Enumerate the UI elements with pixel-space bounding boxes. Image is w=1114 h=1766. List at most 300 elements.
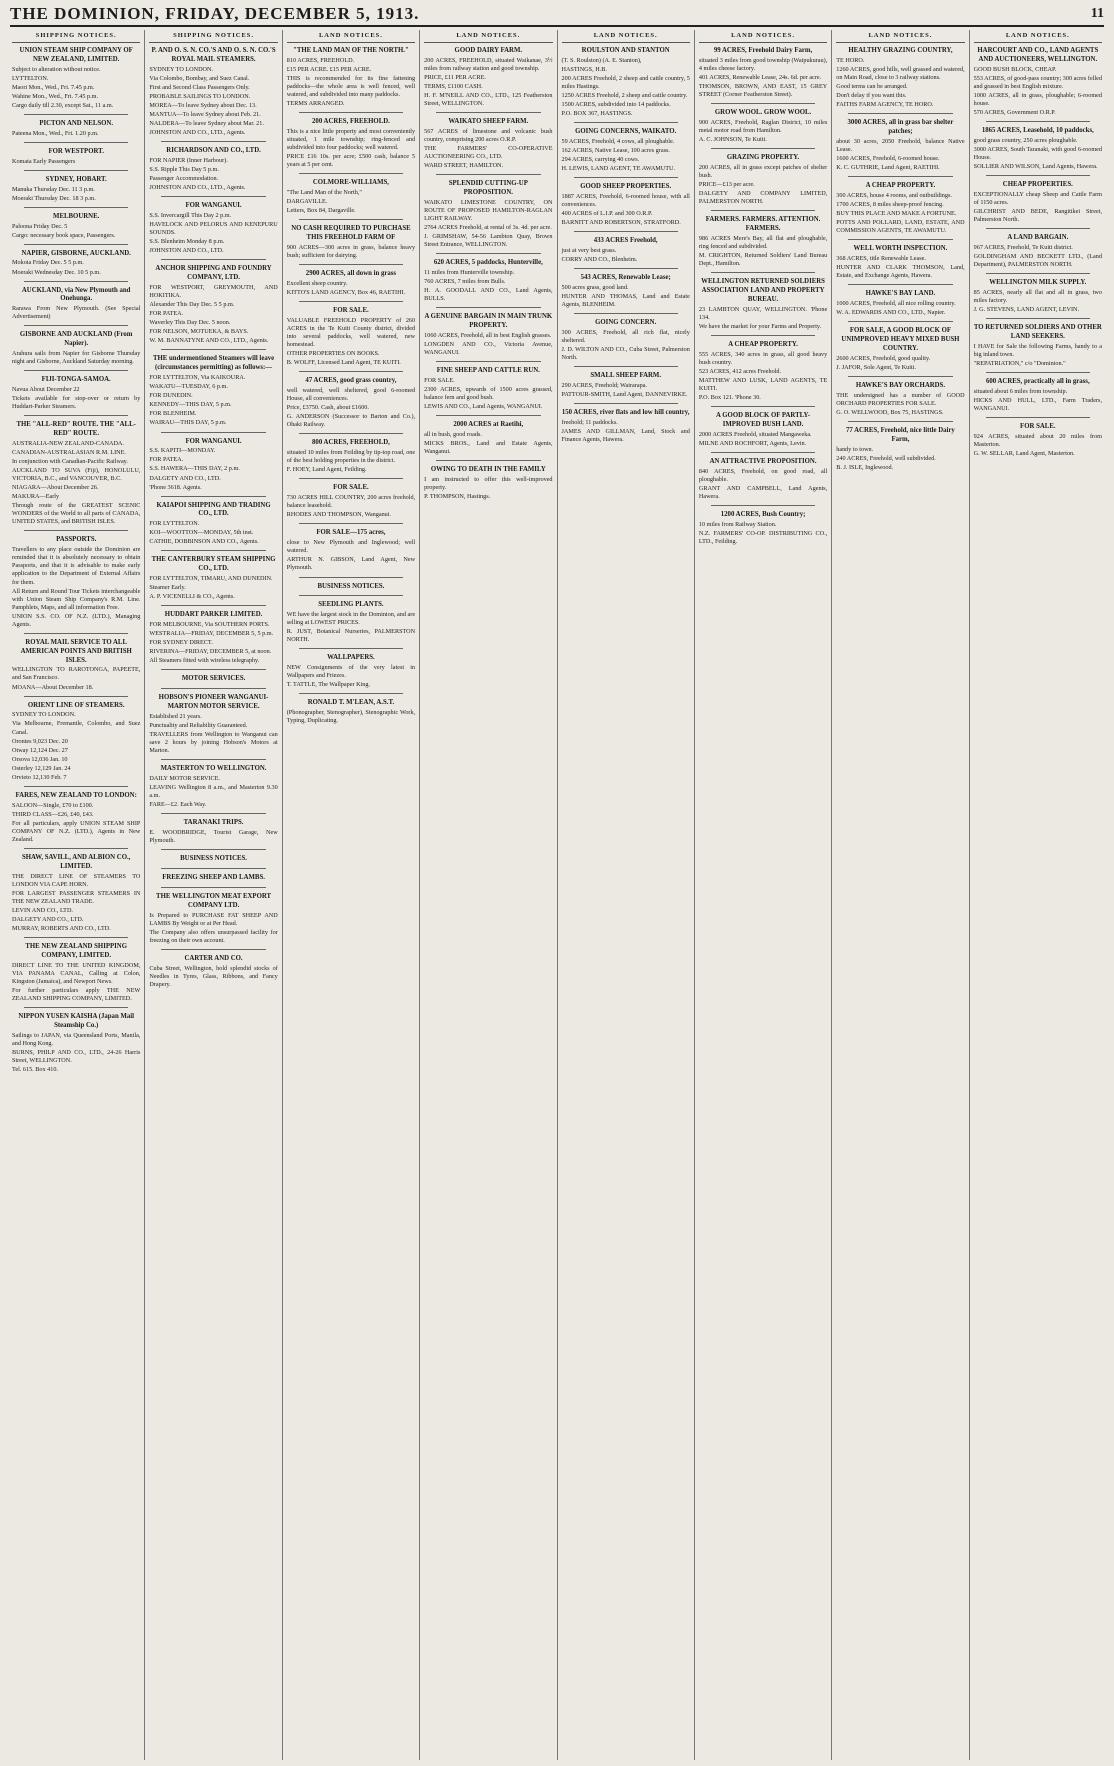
ad-heading: NAPIER, GISBORNE, AUCKLAND. [21,249,131,257]
ad-line: 23 LAMBTON QUAY, WELLINGTON. 'Phone 134. [698,305,828,321]
ad-heading: FINE SHEEP AND CATTLE RUN. [436,367,540,375]
ad-line: FOR LARGEST PASSENGER STEAMERS IN THE NEW ZEALAND TRADE. [12,889,141,905]
ad-line: EXCEPTIONALLY cheap Sheep and Cattle Farm of 1150 acres. [973,190,1102,206]
advertisement [974,127,1102,171]
ad-line: 2764 ACRES Freehold, at rental of 3s. 4d. per acre. [424,224,552,232]
ad-line: 986 ACRES Mere's Bay, all flat and ploughable, ring fenced and subdivided. [698,234,828,251]
advertisement [424,313,552,357]
ad-line: Excellent sheep country. [286,279,348,287]
advertisement [12,702,140,782]
ad-heading: 600 ACRES, practically all in grass, [985,378,1090,386]
ad-line: 3000 ACRES, South Taranaki, with good 6-roomed House. [973,145,1102,161]
divider [161,813,265,814]
ad-line: Orontes 9,023 Dec. 20 [12,737,68,745]
ad-line: FOR PATEA. [149,456,184,464]
ad-line: POTTS AND POLLARD, LAND, ESTATE, AND COMMISSION AGENTS, TE AWAMUTU. [836,219,965,235]
ad-line: Price, £3750. Cash, about £1600. [286,404,369,412]
ad-heading: 3000 ACRES, all in grass bar shelter patches; [847,119,954,136]
advertisement [562,319,690,362]
ad-line: E. WOODBRIDGE, Tourist Garage, New Plymouth. [149,829,278,845]
advertisement [12,943,140,1003]
ad-line: LEVIN AND CO., LTD. [12,906,73,914]
ad-heading: 200 ACRES, FREEHOLD. [312,118,390,126]
advertisement [149,955,277,989]
advertisement [149,355,277,427]
ad-heading: CHEAP PROPERTIES. [1002,181,1073,189]
ad-heading: 47 ACRES, good grass country, [305,377,397,385]
ad-line: 900 ACRES, Freehold, Raglan District, 10 miles metal motor road from Hamilton. [698,118,828,135]
divider [161,688,265,689]
ad-line: N.Z. FARMERS' CO-OP. DISTRIBUTING CO., LTD., Feilding. [698,529,828,545]
advertisement [287,439,415,474]
divider [24,207,128,208]
ad-line: SYDNEY TO LONDON. [12,711,76,719]
ad-line: GILCHRIST AND BEDE, Rangitikei Street, Palmerston North. [973,208,1102,224]
ad-line: KITTO'S LAND AGENCY, Box 46, RAETIHI. [286,289,406,297]
ad-line: H. F. M'NEILL AND CO., LTD., 125 Featherston Street, WELLINGTON. [424,92,553,108]
advertisement [287,601,415,644]
column-header: LAND NOTICES. [424,30,552,43]
ad-line: "The Land Man of the North," [286,189,362,197]
ad-heading: BUSINESS NOTICES. [317,582,385,590]
ad-heading: HOBSON'S PIONEER WANGANUI-MARTON MOTOR SERVICE. [158,694,269,711]
divider [986,175,1090,176]
ad-line: £15 PER ACRE. £15 PER ACRE. [286,65,372,73]
ad-line: MOANA—About December 18. [12,683,94,691]
ad-line: HUNTER AND THOMAS, Land and Estate Agents, BLENHEIM. [561,293,690,309]
ad-line: All Return and Round Tour Tickets interchangeable with Union Steam Ship Company's R.M. Line. Pamphlets, Maps, and all information Free. [12,587,141,611]
divider [574,403,678,404]
ad-line: Paloona Friday Dec. 5 [12,222,68,230]
ad-line: 85 ACRES, nearly all flat and all in grass, two miles factory. [973,289,1102,305]
ad-heading: WELLINGTON MILK SUPPLY. [989,279,1087,287]
ad-line: 11 miles from Hunterville township. [424,269,515,277]
ad-line: H. A. GOODALL AND CO., Land Agents, BULLS. [424,287,553,303]
ad-line: Letters, Box 84, Dargaville. [286,207,356,215]
ad-line: AUSTRALIA-NEW ZEALAND-CANADA. [12,439,124,447]
ad-line: 810 ACRES, FREEHOLD. [286,56,355,64]
ad-heading: A LAND BARGAIN. [1007,234,1069,242]
ad-line: S.S. Ripple This Day 5 p.m. [149,166,219,174]
ad-heading: 150 ACRES, river flats and low hill country, [561,409,690,417]
ad-line: S.S. KAPITI—MONDAY. [149,447,216,455]
ad-heading: MELBOURNE. [53,212,100,220]
advertisement [287,225,415,260]
divider [986,273,1090,274]
ad-heading: 77 ACRES, Freehold, nice little Dairy Farm, [846,426,955,443]
advertisement [12,250,140,277]
divider [711,406,815,407]
ad-line: DALGETY AND COMPANY LIMITED, PALMERSTON NORTH. [698,190,828,206]
advertisement [699,458,827,501]
column-2 [145,30,282,1760]
ad-line: SOLLIER AND WILSON, Land Agents, Hawera. [973,163,1098,171]
advertisement [974,181,1102,224]
ad-line: FOR MELBOURNE, Via SOUTHERN PORTS. [149,621,270,629]
divider [24,848,128,849]
ad-line: well watered, well sheltered, good 6-roomed House, all conveniences. [286,387,416,403]
ad-line: J. D. WILTON AND CO., Cuba Street, Palmerston North. [561,346,690,362]
ad-heading: FOR WESTPORT. [48,147,104,155]
ad-line: TERMS ARRANGED. [286,100,345,108]
divider [161,759,265,760]
divider [299,264,403,265]
advertisement [836,327,964,372]
ad-line: Cuba Street, Wellington, hold splendid stocks of Needles in Tyres, Glass, Ribbons, and Fancy Drapery. [149,964,278,988]
ad-line: JOHNSTON AND CO., LTD., Agents. [149,129,246,137]
ad-heading: A CHEAP PROPERTY. [865,182,936,190]
ad-line: BUY THIS PLACE AND MAKE A FORTUNE. [836,210,957,218]
ad-heading: A GOOD BLOCK OF PARTLY-IMPROVED BUSH LAND. [716,412,811,428]
ad-line: WELLINGTON TO RAROTONGA, PAPEETE, and San Francisco. [12,666,141,682]
ad-line: FOR PATEA. [149,310,184,318]
ad-line: THE undersigned has a number of GOOD ORCHARD PROPERTIES FOR SALE. [836,391,965,407]
advertisement [424,466,552,501]
advertisement [562,47,690,118]
ad-line: HASTINGS, H.B. [561,65,607,73]
divider [161,868,265,869]
ad-heading: THE NEW ZEALAND SHIPPING COMPANY, LIMITED. [25,943,128,959]
ad-line: 567 ACRES of limestone and volcanic bush country, comprising 200 acres O.R.P. [424,128,553,144]
column-7 [832,30,969,1760]
ad-heading: COLMORE-WILLIAMS, [312,179,389,187]
ad-line: WAIRAU—THIS DAY, 5 p.m. [149,419,227,427]
divider [436,307,540,308]
columns-container [8,30,1106,1760]
divider [848,176,952,177]
ad-line: Arahura sails from Napier for Gisborne Thursday night and Gisborne, Auckland Saturday morning. [12,350,141,366]
divider [711,452,815,453]
ad-line: F. HOEY, Land Agent, Feilding. [286,466,367,474]
advertisement [424,47,552,108]
ad-line: close to New Plymouth and Inglewood; well watered. [286,539,416,555]
ad-line: NEW Consignments of the very latest in Wallpapers and Friezes. [286,664,416,680]
column-header: SHIPPING NOTICES. [149,30,277,43]
ad-line: This is a nice little property and most conveniently situated, 1 mile township; ring-fenced and subdivided into four paddocks; well watered. [286,128,416,152]
ad-line: DALGETY AND CO., LTD. [12,916,84,924]
ad-heading: SEEDLING PLANTS. [318,601,384,609]
advertisement [149,893,277,945]
column-3 [283,30,420,1760]
divider [24,244,128,245]
ad-line: T. TATTLE, The Wallpaper King. [286,681,371,689]
ad-line: THOMSON, BROWN, AND EAST, 15 GREY STREET (Corner Featherston Street). [698,83,828,99]
advertisement [424,259,552,303]
ad-line: 730 ACRES HILL COUNTRY, 200 acres freehold, balance leasehold. [286,494,416,510]
ad-line: FOR LYTTELTON, Via KAIKOURA. [149,374,246,382]
ad-heading: BUSINESS NOTICES. [180,855,247,863]
divider [711,505,815,506]
ad-line: GRANT AND CAMPBELL, Land Agents, Hawera. [698,484,828,500]
ad-line: LYTTELTON. [12,74,49,82]
ad-heading: THE "ALL-RED" ROUTE. THE "ALL-RED" ROUTE. [16,421,136,438]
ad-line: 300 ACRES, house 4 rooms, and outbuildings. [836,191,952,199]
divider [299,523,403,524]
ad-line: 59 ACRES, Freehold, 4 cows, all ploughable. [561,138,675,146]
divider [299,112,403,113]
ad-heading: FOR SALE—175 acres, [316,529,386,537]
divider [299,219,403,220]
ad-heading: WELL WORTH INSPECTION. [853,245,948,253]
ad-line: We have the market for your Farms and Property. [698,322,822,330]
ad-line: WESTRALIA—FRIDAY, DECEMBER 5, 5 p.m. [149,630,274,638]
divider [299,371,403,372]
ad-line: FOR SALE. [424,377,455,385]
divider [299,301,403,302]
divider [24,1007,128,1008]
ad-line: RHODES AND THOMPSON, Wanganui. [286,511,392,519]
ad-line: about 30 acres, 2050 Freehold, balance Native Lease. [836,137,965,153]
ad-line: 300 ACRES, Freehold, all rich flat, nicely sheltered. [561,329,690,345]
ad-heading: 800 ACRES, FREEHOLD, [312,439,390,447]
advertisement [836,119,964,172]
advertisement [149,694,277,755]
advertisement [836,290,964,317]
divider [436,253,540,254]
advertisement [424,180,552,249]
divider [848,376,952,377]
divider [436,415,540,416]
divider [436,112,540,113]
ad-line: FOR BLENHEIM. [149,410,197,418]
advertisement [149,47,277,137]
ad-line: S.S. HAWERA—THIS DAY, 2 p.m. [149,465,240,473]
ad-line: 570 ACRES, Government O.R.P. [973,108,1056,116]
advertisement [424,118,552,170]
column-8 [970,30,1106,1760]
divider [574,122,678,123]
ad-line: M. CRIGHTON, Returned Soldiers' Land Bureau Dept., Hamilton. [698,252,828,268]
ad-line: MILNE AND ROCHFORT, Agents, Levin. [698,439,807,447]
advertisement [836,427,964,472]
ad-line: 401 ACRES, Renewable Lease, 24s. 6d. per acre. [698,73,822,81]
ad-line: 760 ACRES, 7 miles from Bulls. [424,278,506,286]
ad-line: LONGDEN AND CO., Victoria Avenue, WANGANUI. [424,341,553,357]
ad-heading: WALLPAPERS. [327,654,375,662]
ad-line: GOLDINGHAM AND BECKETT LTD., (Land Department), PALMERSTON NORTH. [973,253,1102,269]
advertisement [287,270,415,297]
ad-heading: FREEZING SHEEP AND LAMBS. [162,874,265,882]
advertisement [287,654,415,689]
ad-line: FOR LYTTELTON, TIMARU, AND DUNEDIN. [149,575,273,583]
advertisement [12,792,140,844]
ad-line: Don't delay if you want this. [836,92,907,100]
ad-heading: FOR SALE, A GOOD BLOCK OF UNIMPROVED HEAVY MIXED BUSH COUNTRY. [841,327,960,352]
ad-line: KOI—WOOTTON—MONDAY, 5th inst. [149,529,254,537]
ad-line: FOR SYDNEY DIRECT. [149,639,213,647]
divider [24,281,128,282]
advertisement [149,265,277,345]
divider [574,177,678,178]
divider [161,432,265,433]
ad-line: Steamer Early. [149,584,186,592]
column-header: LAND NOTICES. [562,30,690,43]
ad-line: DIRECT LINE TO THE UNITED KINGDOM, VIA PANAMA CANAL, Calling at Colon, Kingston (Jamaica), and Newport News. [12,961,141,985]
ad-line: W. A. EDWARDS AND CO., LTD., Napier. [836,309,946,317]
ad-heading: FOR SALE. [1020,423,1056,431]
column-header: LAND NOTICES. [287,30,415,43]
advertisement [287,484,415,519]
divider [848,321,952,322]
ad-line: PRICE £16 10s. per acre; £500 cash, balance 5 years at 5 per cent. [286,153,416,169]
divider [574,366,678,367]
ad-line: 1887 ACRES, Freehold, 6-roomed house, with all conveniences. [561,193,690,209]
ad-line: J. G. STEVENS, LAND AGENT, LEVIN. [973,306,1080,314]
ad-line: 1000 ACRES, Freehold, all nice rolling country. [836,300,956,308]
divider [299,577,403,578]
advertisement [424,367,552,411]
ad-line: W. M. BANNATYNE AND CO., LTD., Agents. [149,337,269,345]
ad-line: Navua About December 22 [12,386,80,393]
advertisement [699,511,827,546]
ad-line: Wahine Mon., Wed., Fri. 7.45 p.m. [12,92,99,100]
advertisement [974,279,1102,314]
ad-heading: GOING CONCERNS, WAIKATO. [575,128,677,136]
advertisement [287,307,415,367]
advertisement [836,382,964,417]
ad-heading: PICTON AND NELSON. [39,119,114,127]
advertisement [836,47,964,109]
advertisement [562,274,690,309]
advertisement [562,237,690,264]
divider [24,370,128,371]
ad-line: Pateena Mon., Wed., Fri. 1.20 p.m. [12,129,99,137]
ad-heading: SMALL SHEEP FARM. [590,372,662,380]
column-1 [8,30,145,1760]
advertisement [699,47,827,99]
ad-line: 1600 ACRES, Freehold, 6-roomed house. [836,154,940,162]
column-5 [558,30,695,1760]
divider [711,335,815,336]
ad-line: JOHNSTON AND CO., LTD., Agents. [149,184,246,192]
column-6 [695,30,832,1760]
advertisement [699,216,827,268]
advertisement [287,377,415,429]
ad-line: MATTHEW AND LUSK, LAND AGENTS, TE KUITI. [698,376,828,392]
ad-line: Tickets available for stop-over or return by Huddart-Parker Steamers. [12,395,141,411]
ad-line: 1500 ACRES, subdivided into 14 paddocks. [561,101,671,109]
ad-heading: P. AND O. S. N. CO.'S AND O. S. N. CO.'S ROYAL MAIL STEAMERS. [151,47,276,63]
advertisement [974,378,1102,413]
ad-line: situated 3 miles from good township (Waipukurau), 4 miles cheese factory. [698,56,828,72]
advertisement [149,874,277,883]
divider [986,417,1090,418]
ad-line: Sailings to JAPAN, via Queensland Ports, Manila, and Hong Kong. [12,1031,141,1047]
ad-line: HAVELOCK AND PELORUS AND KENEPURU SOUNDS. [149,221,278,237]
divider [986,228,1090,229]
advertisement [836,182,964,235]
ad-line: 553 ACRES, of good-pass country; 300 acres felled and grassed in best English mixture. [973,74,1102,90]
ad-heading: ROULSTON AND STANTON [581,47,670,54]
ad-heading: 1200 ACRES, Bush Country; [720,510,806,518]
advertisement [287,529,415,572]
ad-line: 523 ACRES, 412 acres Freehold. [698,367,782,375]
ad-line: I HAVE for Sale the following Farms, handy to a big inland town. [973,342,1102,358]
ad-line: 200 ACRES, FREEHOLD, situated Waikanae, 3½ miles from railway station and good township. [424,56,553,72]
advertisement [149,611,277,665]
masthead [10,3,1104,27]
divider [161,949,265,950]
divider [161,141,265,142]
page-number: 11 [1090,6,1104,21]
advertisement [149,438,277,492]
ad-heading: FOR WANGANUI. [185,437,242,445]
ad-line: 900 ACRES—300 acres in grass, balance heavy bush; sufficient for dairying. [286,244,416,260]
ad-line: Rarawa From New Plymouth. (See Special Advertisement) [12,305,141,321]
ad-heading: FOR SALE. [333,307,369,315]
divider [161,349,265,350]
ad-line: Moeraki Thursday Dec. 18 3 p.m. [12,194,96,202]
ad-heading: "THE LAND MAN OF THE NORTH." [293,47,409,54]
ad-line: all in bush, good roads. [424,431,482,439]
ad-heading: GOOD DAIRY FARM. [454,47,523,54]
ad-line: Alexander This Day Dec. 5 5 p.m. [149,301,235,309]
advertisement [562,183,690,227]
ad-line: NIAGARA—About December 26. [12,484,99,492]
ad-line: 200 ACRES Freehold, 2 sheep and cattle country, 5 miles Hastings. [561,74,690,91]
ad-line: SYDNEY TO LONDON. [149,65,214,73]
advertisement [562,409,690,444]
ad-heading: AUCKLAND, via New Plymouth and Onehunga. [21,286,131,303]
ad-line: FAITHS FARM AGENCY, TE HORO. [836,101,934,109]
ad-line: 400 ACRES of L.I.P. and 300 O.R.P. [561,210,653,218]
divider [848,239,952,240]
ad-line: P. THOMPSON, Hastings. [424,493,491,501]
advertisement [699,341,827,402]
ad-line: Via Melbourne, Fremantle, Colombo, and Suez Canal. [12,720,141,736]
divider [299,595,403,596]
ad-line: 500 acres grass, good land. [561,284,629,292]
ad-line: 2000 ACRES Freehold, situated Mangaweka. [698,430,812,438]
ad-heading: FIJI-TONGA-SAMOA. [41,376,111,384]
ad-line: H. LEWIS, LAND AGENT, TE AWAMUTU. [561,165,676,173]
ad-line: B. WOLFF, Licensed Land Agent, TE KUITI. [286,359,401,367]
ad-heading: NO CASH REQUIRED TO PURCHASE THIS FREEHOLD FARM OF [291,225,411,242]
ad-heading: NIPPON YUSEN KAISHA (Japan Mail Steamship Co.) [18,1013,135,1029]
ad-line: NALDERA—To leave Sydney about Mar. 21. [149,120,264,128]
advertisement [974,47,1102,117]
divider [24,415,128,416]
ad-line: Through route of the GREATEST SCENIC WONDERS of the World to all parts of CANADA, UNITED STATES, and BRITISH ISLES. [12,502,141,526]
ad-line: PRICE—£13 per acre. [698,181,755,189]
column-header: LAND NOTICES. [699,30,827,43]
ad-line: G. ANDERSON (Successor to Barton and Co.), Ohaki Railway. [286,413,416,429]
ad-line: Moeraki Wednesday Dec. 10 5 p.m. [12,268,101,276]
column-header: SHIPPING NOTICES. [12,30,140,43]
ad-line: Manuka Thursday Dec. 11 3 p.m. [12,185,95,193]
ad-line: good grass country, 250 acres ploughable. [973,136,1078,144]
divider [299,173,403,174]
ad-heading: PASSPORTS. [56,536,97,544]
advertisement [974,234,1102,269]
ad-line: UNION S.S. CO. OF N.Z. (LTD.), Managing Agents. [12,612,141,628]
ad-line: LEWIS AND CO., Land Agents, WANGANUI. [424,403,543,411]
divider [161,259,265,260]
ad-line: (Phonographer, Stenographer), Stenographic Work, Typing, Duplicating. [286,709,416,725]
ad-line: Passenger Accommodation. [149,175,219,183]
ad-line: PATTOUR-SMITH, Land Agent, DANNEVIRKE. [561,391,688,399]
ad-line: ARTHUR N. GIBSON, Land Agent, New Plymouth. [286,556,416,572]
advertisement [699,109,827,144]
ad-line: Otway 12,124 Dec. 27 [12,746,68,754]
column-header: LAND NOTICES. [836,30,964,43]
ad-line: CATHIE, DOBBINSON AND CO., Agents. [149,538,259,546]
advertisement [12,176,140,203]
ad-heading: THE WELLINGTON MEAT EXPORT COMPANY LTD. [156,892,272,909]
divider [299,478,403,479]
ad-line: 924 ACRES, situated about 20 miles from Masterton. [973,432,1102,448]
ad-line: 294 ACRES, carrying 40 cows. [561,156,640,164]
